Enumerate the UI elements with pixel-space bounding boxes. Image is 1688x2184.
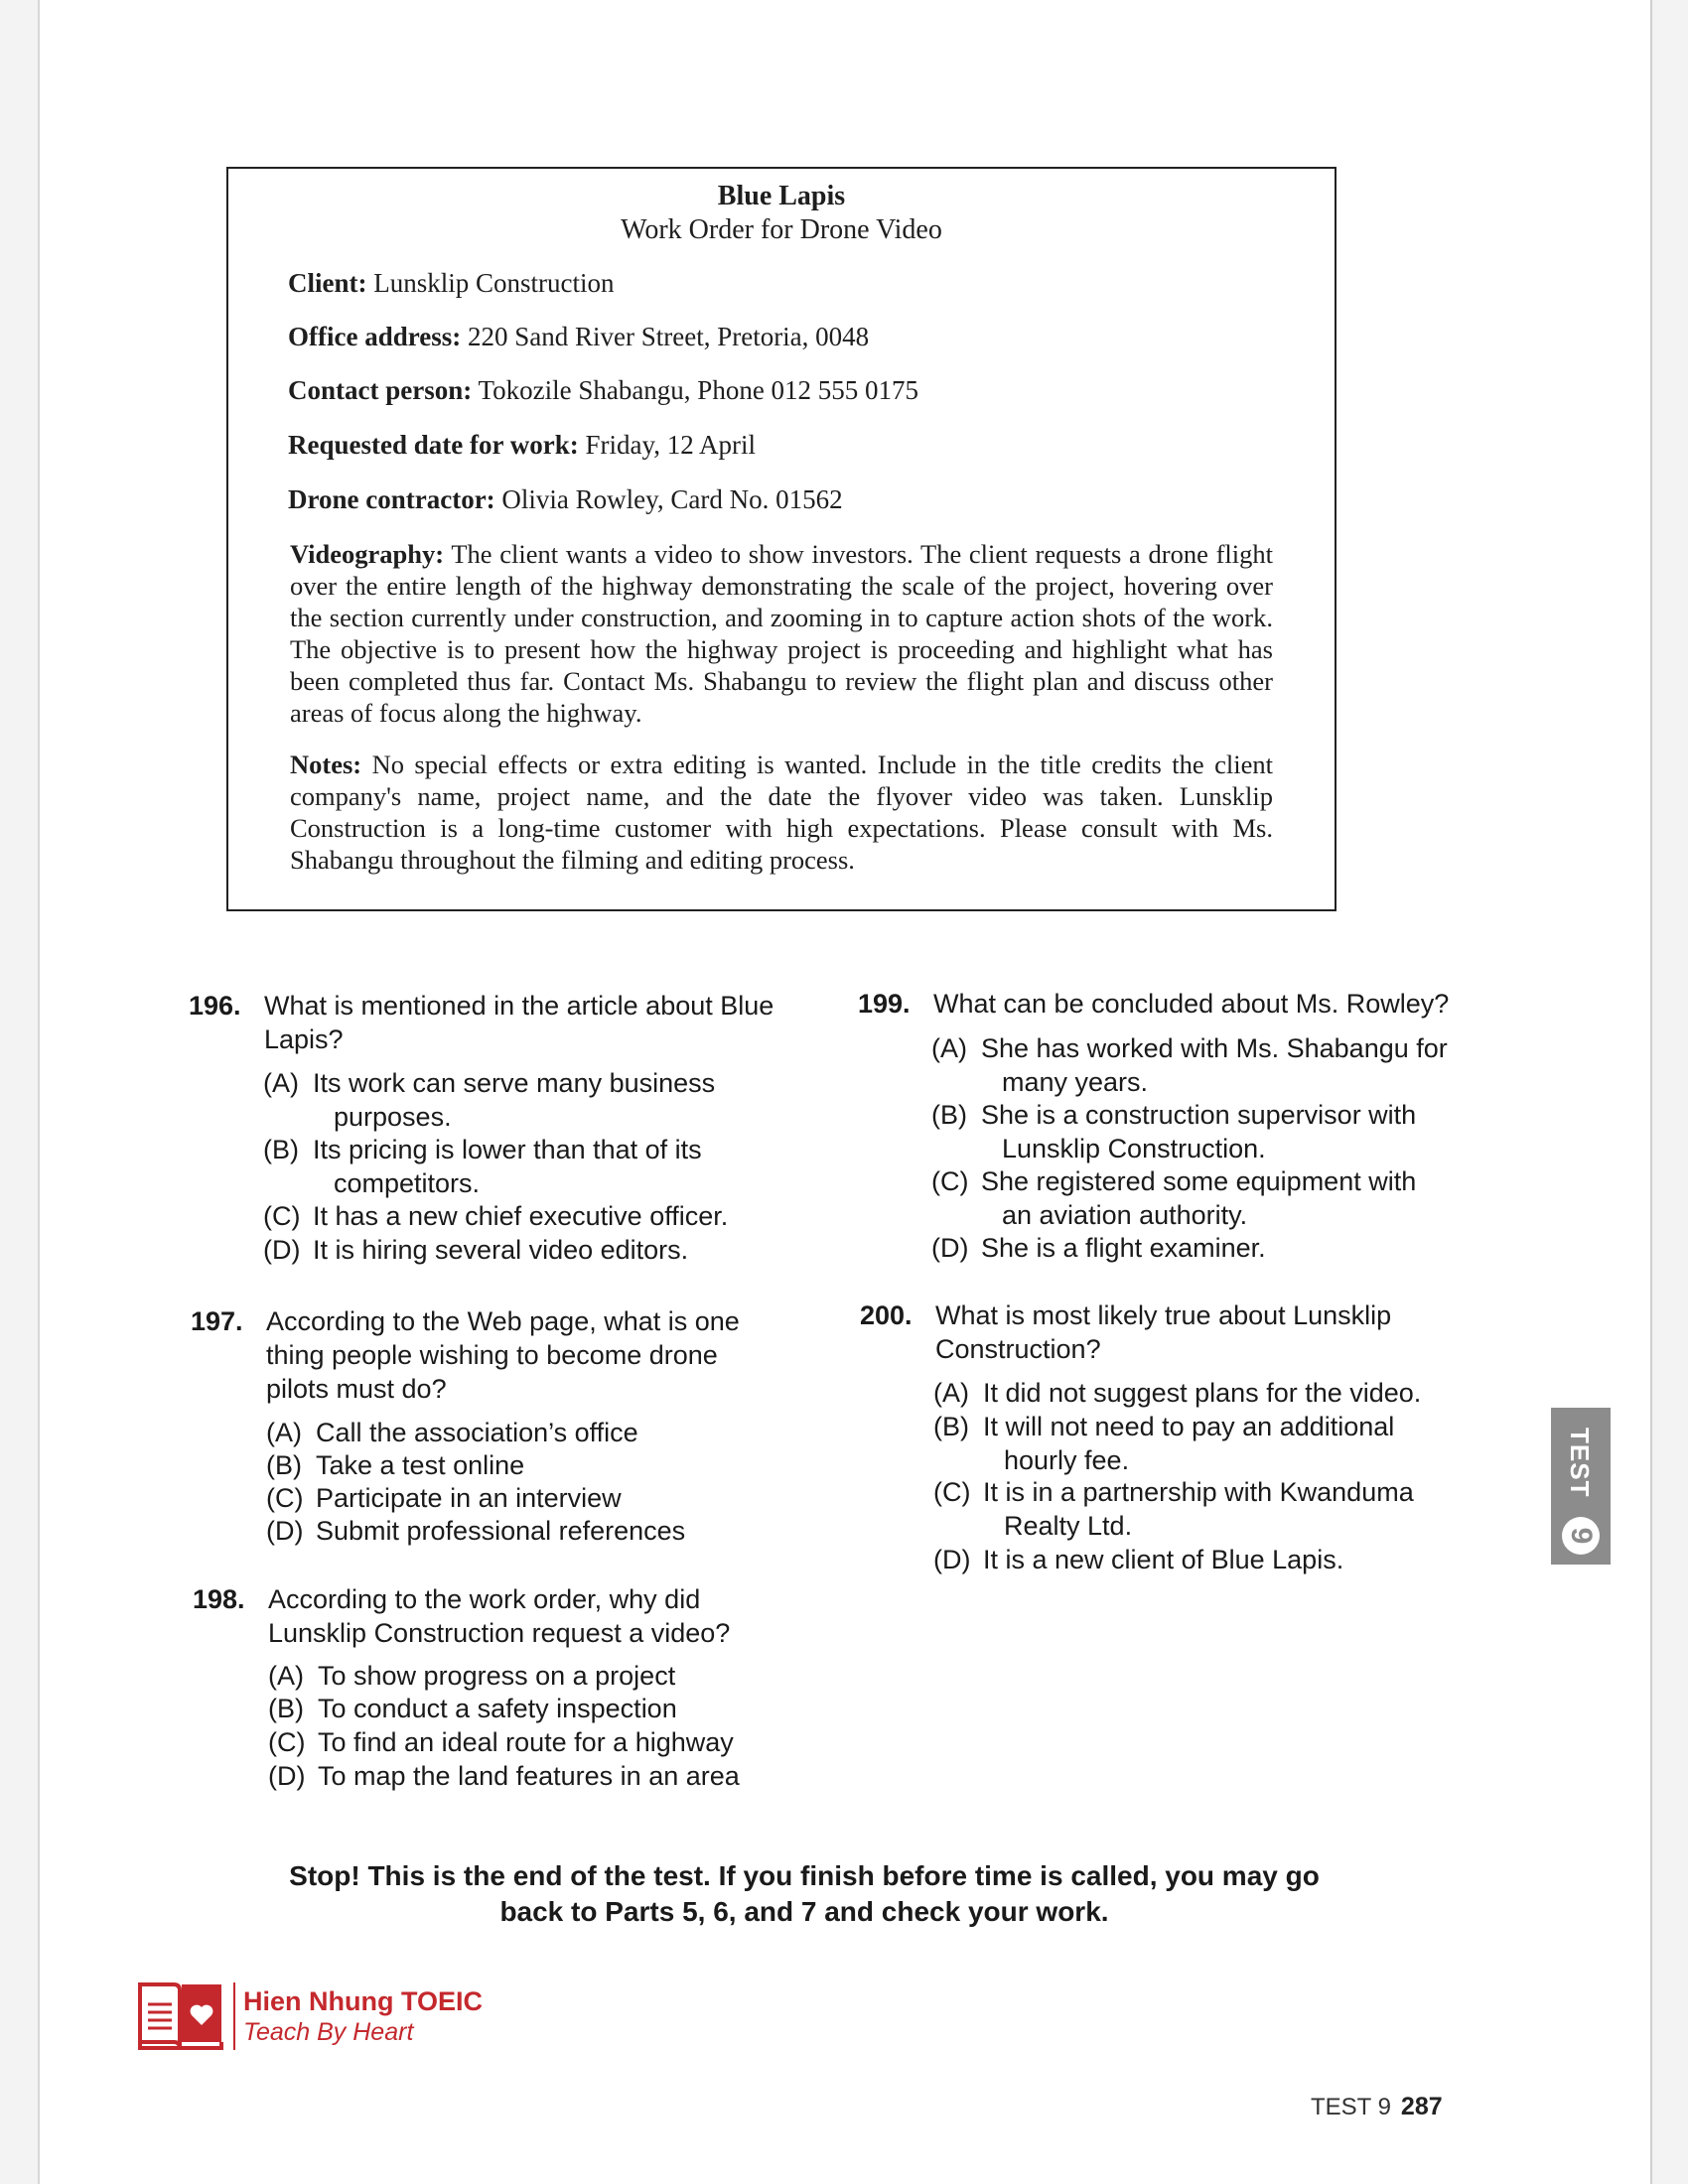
option-text: Its pricing is lower than that of its competitors. <box>313 1135 702 1198</box>
option-text: Participate in an interview <box>316 1483 622 1513</box>
option-letter: (D) <box>933 1545 971 1574</box>
field-label: Client: <box>288 268 367 298</box>
option-letter: (A) <box>263 1068 299 1098</box>
option-198-d[interactable] <box>268 1759 824 1793</box>
option-text: To show progress on a project <box>318 1661 676 1691</box>
question-text: What is most likely true about Lunsklip Construction? <box>935 1300 1392 1364</box>
option-text: It is a new client of Blue Lapis. <box>983 1545 1344 1574</box>
option-text: To find an ideal route for a highway <box>318 1727 734 1757</box>
work-order-subtitle: Work Order for Drone Video <box>621 214 942 245</box>
field-value: Tokozile Shabangu, Phone 012 555 0175 <box>478 375 919 405</box>
logo-tagline: Teach By Heart <box>243 2018 414 2046</box>
option-text: Submit professional references <box>316 1516 686 1546</box>
option-200-a[interactable] <box>933 1376 1489 1410</box>
footer-label: TEST 9 <box>1311 2094 1391 2120</box>
question-text: According to the work order, why did Lunsklip Construction request a video? <box>268 1584 731 1648</box>
option-text: She registered some equipment with an aviation authority. <box>981 1166 1417 1230</box>
field-client <box>288 268 614 299</box>
option-letter: (C) <box>931 1166 969 1196</box>
option-196-d[interactable] <box>263 1233 819 1267</box>
option-letter: (A) <box>933 1378 969 1408</box>
side-tab-label: TEST <box>1565 1428 1595 1498</box>
option-197-b[interactable] <box>266 1448 822 1482</box>
notes-text: No special effects or extra editing is wanted. Include in the title credits the client company's name, project name, and the date the flyover video was taken. Lunsklip Construction is a long-time customer with high expectations. Please consult with Ms. Shabangu throughout the filming and editing process. <box>290 750 1273 875</box>
question-198 <box>193 1582 828 1650</box>
option-196-c[interactable] <box>263 1199 819 1233</box>
question-text: What is mentioned in the article about Blue Lapis? <box>264 991 774 1054</box>
option-letter: (D) <box>263 1235 301 1265</box>
option-199-b[interactable] <box>931 1098 1487 1167</box>
question-number: 196. <box>189 991 241 1021</box>
option-199-d[interactable] <box>931 1231 1487 1265</box>
option-text: Take a test online <box>316 1450 525 1480</box>
option-text: To map the land features in an area <box>318 1761 740 1791</box>
option-letter: (A) <box>266 1418 302 1447</box>
option-200-d[interactable] <box>933 1543 1489 1576</box>
field-office-address <box>288 322 869 352</box>
option-letter: (A) <box>268 1661 304 1691</box>
option-letter: (B) <box>266 1450 302 1480</box>
option-197-a[interactable] <box>266 1416 822 1449</box>
notes-paragraph <box>290 749 1273 876</box>
side-tab-number: 9 <box>1562 1517 1600 1555</box>
question-196 <box>189 989 824 1054</box>
book-heart-icon <box>134 1979 225 2054</box>
option-text: It will not need to pay an additional hourly fee. <box>983 1412 1395 1475</box>
field-value: Friday, 12 April <box>585 430 756 460</box>
question-number: 200. <box>860 1300 913 1330</box>
page-footer <box>1311 2093 1443 2121</box>
option-text: It is in a partnership with Kwanduma Realty Ltd. <box>983 1477 1414 1541</box>
field-drone-contractor <box>288 484 843 515</box>
option-letter: (C) <box>263 1201 301 1231</box>
question-number: 198. <box>193 1584 245 1614</box>
field-label: Requested date for work: <box>288 430 579 460</box>
option-letter: (C) <box>266 1483 304 1513</box>
option-text: It is hiring several video editors. <box>313 1235 689 1265</box>
question-number: 197. <box>191 1306 243 1336</box>
option-198-b[interactable] <box>268 1692 824 1725</box>
question-text: What can be concluded about Ms. Rowley? <box>933 989 1450 1019</box>
option-letter: (B) <box>263 1135 299 1164</box>
question-197 <box>191 1304 826 1406</box>
option-197-c[interactable] <box>266 1481 822 1515</box>
field-label: Office address: <box>288 322 462 351</box>
option-letter: (B) <box>268 1694 304 1723</box>
field-label: Drone contractor: <box>288 484 495 514</box>
option-200-b[interactable] <box>933 1410 1489 1479</box>
option-200-c[interactable] <box>933 1475 1489 1545</box>
option-letter: (D) <box>268 1761 306 1791</box>
option-text: She is a construction supervisor with Lunsklip Construction. <box>981 1100 1417 1163</box>
option-text: Call the association’s office <box>316 1418 638 1447</box>
option-196-b[interactable] <box>263 1133 819 1202</box>
option-197-d[interactable] <box>266 1514 822 1548</box>
option-text: It has a new chief executive officer. <box>313 1201 729 1231</box>
videography-paragraph <box>290 538 1273 729</box>
logo-divider <box>233 1982 235 2050</box>
option-letter: (D) <box>931 1233 969 1263</box>
question-200 <box>860 1298 1495 1366</box>
option-letter: (B) <box>931 1100 967 1130</box>
field-contact-person <box>288 375 918 406</box>
videography-text: The client wants a video to show investors. The client requests a drone flight over the entire length of the highway demonstrating the scale of the project, hovering over the section currently under construction, and zooming in to capture action shots of the work. The objective is to present how the highway project is proceeding and highlight what has been completed thus far. Contact Ms. Shabangu to review the flight plan and discuss other areas of focus along the highway. <box>290 539 1273 728</box>
option-letter: (C) <box>268 1727 306 1757</box>
option-text: To conduct a safety inspection <box>318 1694 677 1723</box>
option-text: Its work can serve many business purposes. <box>313 1068 716 1132</box>
notes-label: Notes: <box>290 750 362 779</box>
field-label: Contact person: <box>288 375 473 405</box>
test-side-tab <box>1551 1408 1611 1565</box>
option-199-a[interactable] <box>931 1031 1487 1101</box>
field-value: Lunsklip Construction <box>373 268 615 298</box>
option-letter: (D) <box>266 1516 304 1546</box>
option-text: It did not suggest plans for the video. <box>983 1378 1422 1408</box>
option-text: She is a flight examiner. <box>981 1233 1266 1263</box>
option-199-c[interactable] <box>931 1164 1487 1234</box>
option-letter: (C) <box>933 1477 971 1507</box>
question-199 <box>858 987 1493 1021</box>
question-number: 199. <box>858 989 911 1019</box>
question-text: According to the Web page, what is one thing people wishing to become drone pilots must do? <box>266 1306 740 1404</box>
field-requested-date <box>288 430 756 461</box>
page-number: 287 <box>1400 2093 1443 2120</box>
logo <box>134 1979 531 2058</box>
option-198-a[interactable] <box>268 1659 824 1693</box>
logo-name: Hien Nhung TOEIC <box>243 1986 483 2016</box>
option-198-c[interactable] <box>268 1725 824 1759</box>
work-order-company: Blue Lapis <box>717 181 846 211</box>
option-196-a[interactable] <box>263 1066 819 1136</box>
field-value: Olivia Rowley, Card No. 01562 <box>501 484 843 514</box>
videography-label: Videography: <box>290 539 445 569</box>
option-text: She has worked with Ms. Shabangu for many years. <box>981 1033 1448 1097</box>
work-order-box <box>226 167 1336 911</box>
option-letter: (A) <box>931 1033 967 1063</box>
option-letter: (B) <box>933 1412 969 1441</box>
field-value: 220 Sand River Street, Pretoria, 0048 <box>467 322 870 351</box>
stop-message: Stop! This is the end of the test. If you finish before time is called, you may go back to Parts 5, 6, and 7 and check your work. <box>289 1860 1320 1927</box>
